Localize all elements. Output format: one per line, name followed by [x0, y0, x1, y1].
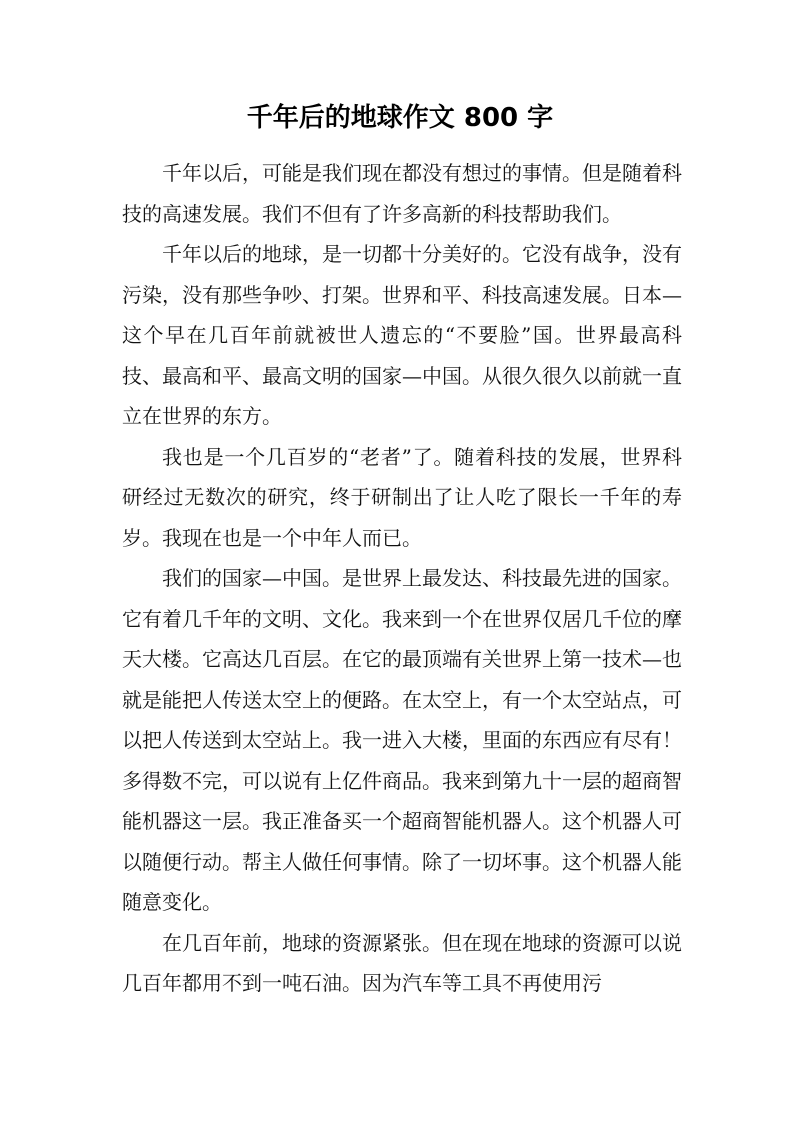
paragraph: 我也是一个几百岁的“老者”了。随着科技的发展，世界科研经过无数次的研究，终于研制出了让人吃了限长一千年的寿岁。我现在也是一个中年人而已。 [122, 444, 682, 550]
paragraph: 在几百年前，地球的资源紧张。但在现在地球的资源可以说几百年都用不到一吨石油。因为汽车等工具不再使用污 [122, 930, 682, 995]
document-title: 千年后的地球作文 800 字 [246, 103, 554, 133]
paragraph: 我们的国家—中国。是世界上最发达、科技最先进的国家。它有着几千年的文明、文化。我来到一个在世界仅居几千位的摩天大楼。它高达几百层。在它的最顶端有关世界上第一技术—也就是能把人传送太空上的便路。在太空上，有一个太空站点，可以把人传送到太空站上。我一进入大楼，里面的东西应有尽有！多得数不完，可以说有上亿件商品。我来到第九十一层的超商智能机器这一层。我正准备买一个超商智能机器人。这个机器人可以随便行动。帮主人做任何事情。除了一切坏事。这个机器人能随意变化。 [122, 566, 682, 914]
paragraph: 千年以后，可能是我们现在都没有想过的事情。但是随着科技的高速发展。我们不但有了许多高新的科技帮助我们。 [122, 161, 682, 226]
document-body [122, 153, 682, 1004]
paragraph: 千年以后的地球，是一切都十分美好的。它没有战争，没有污染，没有那些争吵、打架。世界和平、科技高速发展。日本—这个早在几百年前就被世人遗忘的“不要脸”国。世界最高科技、最高和平、最高文明的国家—中国。从很久很久以前就一直立在世界的东方。 [122, 242, 682, 428]
